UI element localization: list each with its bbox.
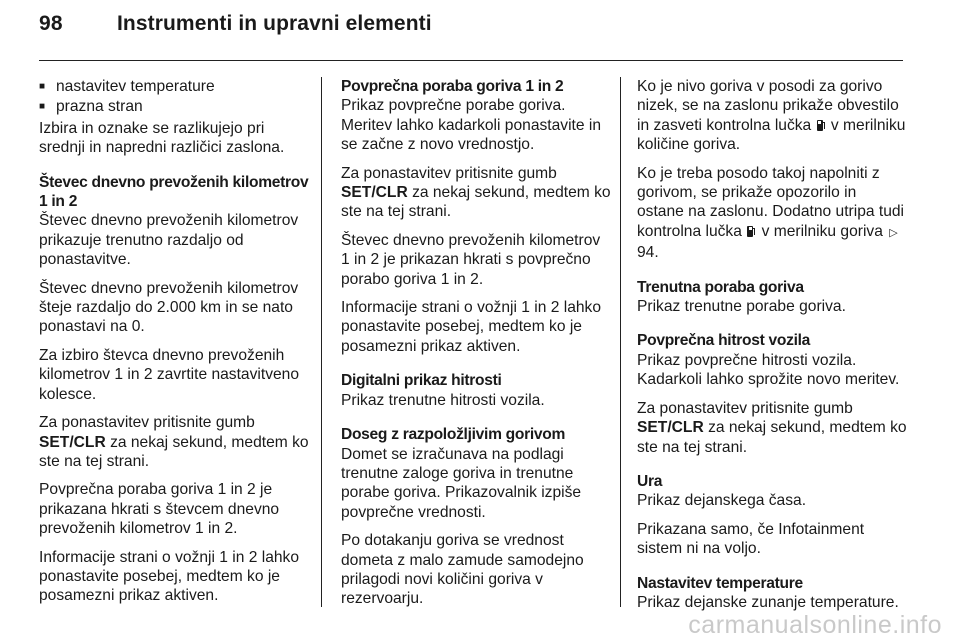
header-rule	[39, 60, 903, 61]
paragraph: Informacije strani o vožnji 1 in 2 lahko ponastavite posebej, medtem ko je posamezni prikaz aktiven.	[341, 299, 602, 355]
paragraph: Ko je nivo goriva v posodi za gorivo nizek, se na zaslonu prikaže obvestilo in zasveti kontrolna lučka v merilniku količine goriva.	[637, 78, 906, 154]
list-item	[39, 77, 309, 96]
intro-text: Izbira in oznake se razlikujejo pri srednji in napredni različici zaslona.	[39, 119, 285, 157]
watermark: carmanualsonline.info	[688, 611, 942, 639]
paragraph: Za izbiro števca dnevno prevoženih kilometrov 1 in 2 zavrtite nastavitveno kolesce.	[39, 346, 300, 403]
paragraph: Za ponastavitev pritisnite gumb SET/CLR za nekaj sekund, medtem ko ste na tej strani.	[39, 414, 309, 470]
fuel-pump-icon	[747, 225, 756, 237]
paragraph: Števec dnevno prevoženih kilometrov prikazuje trenutno razdaljo od ponastavitve.	[39, 212, 299, 269]
paragraph: Prikaz trenutne hitrosti vozila.	[341, 391, 545, 409]
paragraph: Prikaz povprečne hitrosti vozila. Kadarkoli lahko sprožite novo meritev.	[637, 351, 900, 389]
section-heading-avg-speed: Povprečna hitrost vozila	[637, 332, 811, 350]
paragraph: Prikaz dejanskega časa.	[637, 492, 807, 510]
set-clr-label: SET/CLR	[637, 419, 704, 437]
section-heading-clock: Ura	[637, 472, 663, 490]
fuel-pump-icon	[817, 119, 826, 131]
section-heading-trip: Števec dnevno prevoženih kilometrov 1 in 2	[39, 173, 309, 211]
column-divider-2	[620, 77, 621, 607]
list-item-text: prazna stran	[56, 98, 143, 116]
page-reference-link[interactable]: 94.	[637, 244, 659, 262]
column-divider-1	[321, 77, 322, 607]
paragraph: Prikaz trenutne porabe goriva.	[637, 298, 846, 316]
paragraph: Prikaz povprečne porabe goriva. Meritev lahko kadarkoli ponastavite in se začne z novo vrednostjo.	[341, 97, 602, 154]
section-heading-range: Doseg z razpoložljivim gorivom	[341, 426, 566, 444]
section-heading-current-fuel: Trenutna poraba goriva	[637, 278, 804, 296]
paragraph: Za ponastavitev pritisnite gumb SET/CLR za nekaj sekund, medtem ko ste na tej strani.	[637, 399, 907, 456]
list-item	[39, 97, 309, 116]
column-3	[637, 77, 907, 621]
page-title: Instrumenti in upravni elementi	[117, 12, 432, 35]
column-1	[39, 77, 309, 615]
paragraph: Prikaz dejanske zunanje temperature.	[637, 593, 899, 611]
paragraph: Povprečna poraba goriva 1 in 2 je prikazana hkrati s števcem dnevno prevoženih kilometrov 1 in 2.	[39, 481, 280, 538]
section-heading-speed: Digitalni prikaz hitrosti	[341, 372, 502, 390]
page-reference-icon: ▷	[889, 226, 898, 239]
column-2	[341, 77, 611, 618]
square-bullet-icon: ■	[39, 81, 46, 92]
paragraph: Za ponastavitev pritisnite gumb SET/CLR za nekaj sekund, medtem ko ste na tej strani.	[341, 164, 611, 221]
paragraph: Ko je treba posodo takoj napolniti z gorivom, se prikaže opozorilo in ostane na zaslonu. Dodatno utripa tudi kontrolna lučka v merilniku goriva ▷94.	[637, 164, 905, 262]
list-item-text: nastavitev temperature	[56, 78, 215, 95]
paragraph: Števec dnevno prevoženih kilometrov šteje razdaljo do 2.000 km in se nato ponastavi na 0.	[39, 279, 299, 336]
paragraph: Prikazana samo, če Infotainment sistem ni na voljo.	[637, 520, 865, 558]
section-heading-avg-fuel: Povprečna poraba goriva 1 in 2	[341, 78, 564, 95]
paragraph: Informacije strani o vožnji 1 in 2 lahko ponastavite posebej, medtem ko je posamezni prikaz aktiven.	[39, 548, 300, 605]
paragraph: Števec dnevno prevoženih kilometrov 1 in 2 je prikazan hkrati s povprečno porabo goriva 1 in 2.	[341, 231, 601, 288]
page-header	[39, 12, 432, 52]
paragraph: Po dotakanju goriva se vrednost dometa z malo zamude samodejno prilagodi novi količini goriva v rezervoarju.	[341, 532, 584, 608]
section-heading-temperature: Nastavitev temperature	[637, 574, 803, 592]
set-clr-label: SET/CLR	[341, 184, 408, 202]
square-bullet-icon: ■	[39, 101, 46, 113]
paragraph: Domet se izračunava na podlagi trenutne zaloge goriva in trenutne porabe goriva. Prikazovalnik izpiše povprečne vrednosti.	[341, 445, 582, 521]
set-clr-label: SET/CLR	[39, 433, 106, 451]
page-number: 98	[39, 12, 63, 35]
